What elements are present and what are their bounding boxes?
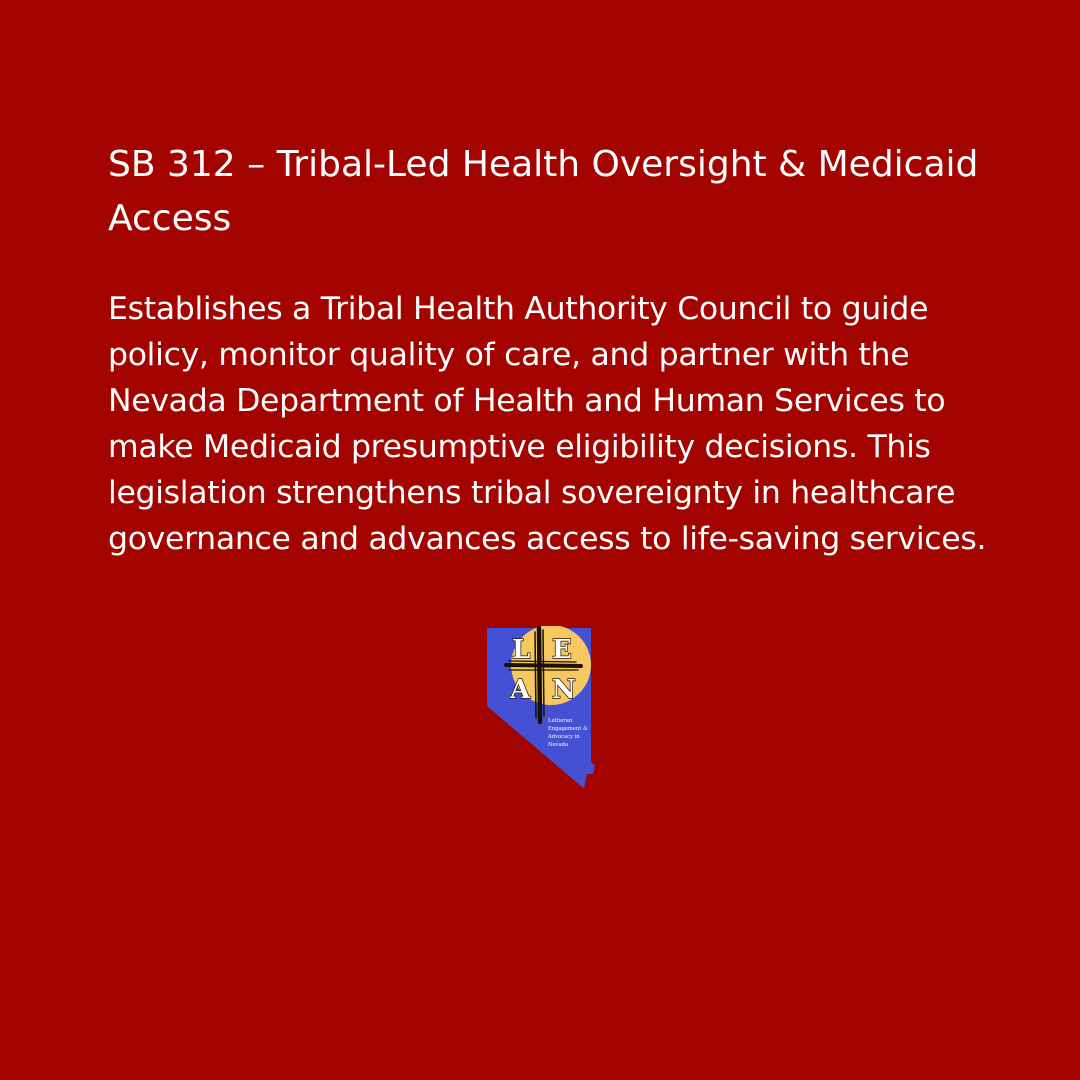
logo-letter-a: A: [510, 675, 531, 705]
logo-letter-e: E: [552, 635, 572, 665]
org-name-line-3: Advocacy in: [548, 734, 580, 740]
lean-logo: [484, 626, 596, 790]
nevada-state-logo-graphic: [484, 626, 596, 790]
org-name-line-4: Nevada: [548, 742, 569, 748]
org-name-line-2: Engagement &: [548, 726, 588, 732]
logo-letter-l: L: [512, 635, 531, 665]
org-name-line-1: Lutheran: [548, 718, 573, 724]
post-description: Establishes a Tribal Health Authority Council to guide policy, monitor quality of care, and partner with the Nevada Department of Health and Human Services to make Medicaid presumptive eligibility decisions. This legislation strengthens tribal sovereignty in healthcare governance and advances access to life-saving services.: [108, 291, 987, 557]
logo-letter-n: N: [552, 675, 576, 705]
post-title: SB 312 – Tribal-Led Health Oversight & Medicaid Access: [108, 144, 979, 239]
